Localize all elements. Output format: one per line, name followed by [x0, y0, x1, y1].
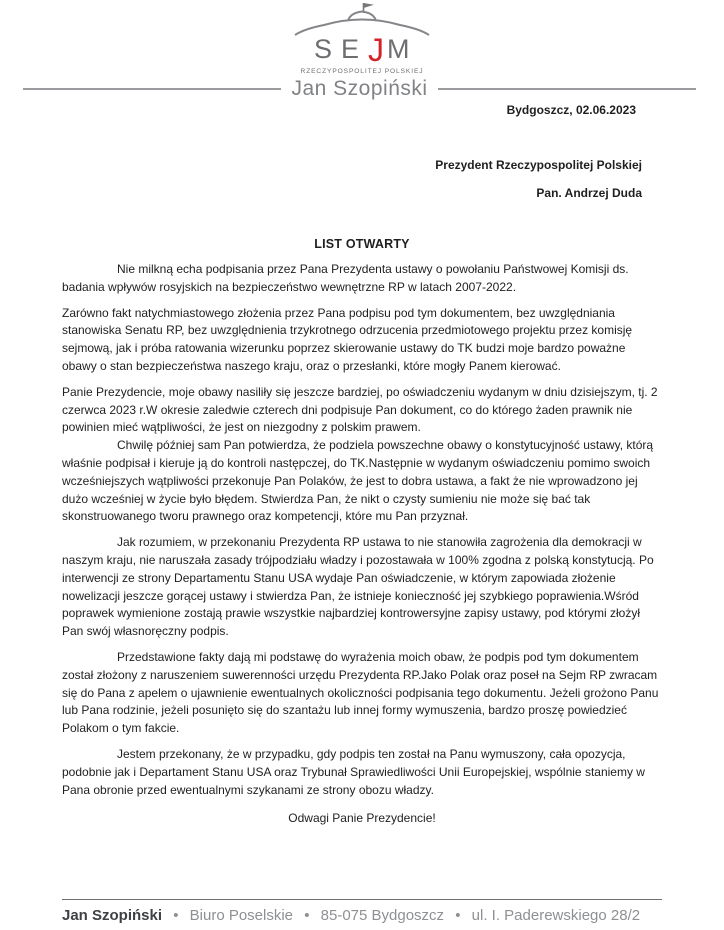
letter-paragraph: Chwilę później sam Pan potwierdza, że podziela powszechne obawy o konstytucyjność ustawy, którą właśnie podpisał i kieruje ją do kontroli następczej, do TK.Następnie w wydanym oświadczeniu pomimo swoich wcześniejszych wątpliwości przekonuje Pan Polaków, że jest to dobra ustawa, a fakt że nie wprowadzono jej dużo wcześniej w życie było błędem. Stwierdza Pan, że nikt o czysty sumieniu nie może się bać tak skonstruowanego tworu prawnego oraz kompetencji, które mu Pan przyznał.	[62, 438, 654, 524]
right-rule	[438, 88, 696, 90]
footer-office: Biuro Poselskie	[189, 907, 294, 924]
letter-paragraph: Zarówno fakt natychmiastowego złożenia przez Pana podpisu pod tym dokumentem, bez uwzględniania stanowiska Senatu RP, bez uwzględnienia trzykrotnego odrzucenia przedmiotowego projektu przez komisję sejmową, jak i próba ratowania wizerunku poprzez skierowanie ustawy do TK budzi moje bardzo poważne obawy o stan bezpieczeństwa naszego kraju, oraz o przesłanki, które mogły Panem kierować.	[62, 305, 633, 373]
left-rule	[23, 88, 281, 90]
addressee-block	[62, 159, 662, 200]
logo-subtitle: RZECZYPOSPOLITEJ POLSKIEJ	[300, 68, 424, 75]
bullet-separator-icon: •	[304, 907, 310, 924]
letter-title: LIST OTWARTY	[314, 237, 410, 251]
footer-street: ul. I. Paderewskiego 28/2	[471, 907, 641, 924]
letter-paragraph: Jestem przekonany, że w przypadku, gdy podpis ten został na Panu wymuszony, cała opozycja, podobnie jak i Departament Stanu USA oraz Trybunał Sprawiedliwości Unii Europejskiej, wspólnie staniemy w Pana obronie przed ewentualnymi szykanami ze strony obozu władzy.	[62, 746, 645, 797]
letter-paragraph: Jak rozumiem, w przekonaniu Prezydenta RP ustawa to nie stanowiła zagrożenia dla demokracji w naszym kraju, nie naruszała zasady trójpodziału władzy i pozostawała w 100% zgodna z polską konstytucją. Po interwencji ze strony Departamentu Stanu USA wydaje Pan oświadczenie, w którym zapowiada złożenie nowelizacji jeszcze gorącej ustawy i stwierdza Pan, że istnieje konieczność jej szybkiego poprawienia.Wśród poprawek wymienione zostają prawie wszystkie najbardziej kontrowersyjne zapisy ustawy, pod którymi złożył Pan swój własnoręczny podpis.	[62, 535, 654, 639]
footer	[62, 899, 662, 924]
bullet-separator-icon: •	[455, 907, 461, 924]
dateline: Bydgoszcz, 02.06.2023	[506, 103, 636, 117]
addressee-name: Pan. Andrzej Duda	[536, 186, 642, 200]
logo-letter-m: M	[387, 34, 410, 64]
footer-city: 85-075 Bydgoszcz	[320, 907, 445, 924]
sejm-logo	[0, 2, 724, 74]
logo-letter-j: J	[368, 32, 384, 68]
header-name-row	[23, 76, 696, 102]
letter-paragraph: Nie milkną echa podpisania przez Pana Prezydenta ustawy o powołaniu Państwowej Komisji ds. badania wpływów rosyjskich na bezpieczeństwo wewnętrzne RP w latach 2007-2022.	[62, 262, 629, 294]
letter-paragraph: Panie Prezydencie, moje obawy nasiliły się jeszcze bardziej, po oświadczeniu wydanym w dniu dzisiejszym, tj. 2 czerwca 2023 r.W okresie zaledwie czterech dni podpisuje Pan dokument, co do którego żaden prawnik nie powinien mieć wątpliwości, że jest on niezgodny z polskim prawem.	[62, 384, 658, 435]
letter-paragraph: Przedstawione fakty dają mi podstawę do wyrażenia moich obaw, że podpis pod tym dokumentem został złożony z naruszeniem suwerenności urzędu Prezydenta RP.Jako Polak oraz poseł na Sejm RP zwracam się do Pana z apelem o ujawnienie ewentualnych okoliczności podpisania tego dokumentu. Jeżeli grożono Panu lub Pana rodzinie, jeżeli posunięto się do szantażu lub innej formy wymuszenia, bardzo proszę powiedzieć Polakom o tym fakcie.	[62, 649, 659, 736]
footer-deputy-name: Jan Szopiński	[62, 907, 163, 924]
deputy-name: Jan Szopiński	[291, 77, 428, 100]
sejm-dome-icon	[292, 2, 432, 80]
logo-letter-s: S	[314, 34, 333, 64]
logo-letter-e: E	[341, 34, 360, 64]
letter-body	[62, 261, 662, 799]
addressee-title: Prezydent Rzeczypospolitej Polskiej	[435, 158, 642, 172]
bullet-separator-icon: •	[173, 907, 179, 924]
closing-line: Odwagi Panie Prezydencie!	[288, 811, 436, 826]
